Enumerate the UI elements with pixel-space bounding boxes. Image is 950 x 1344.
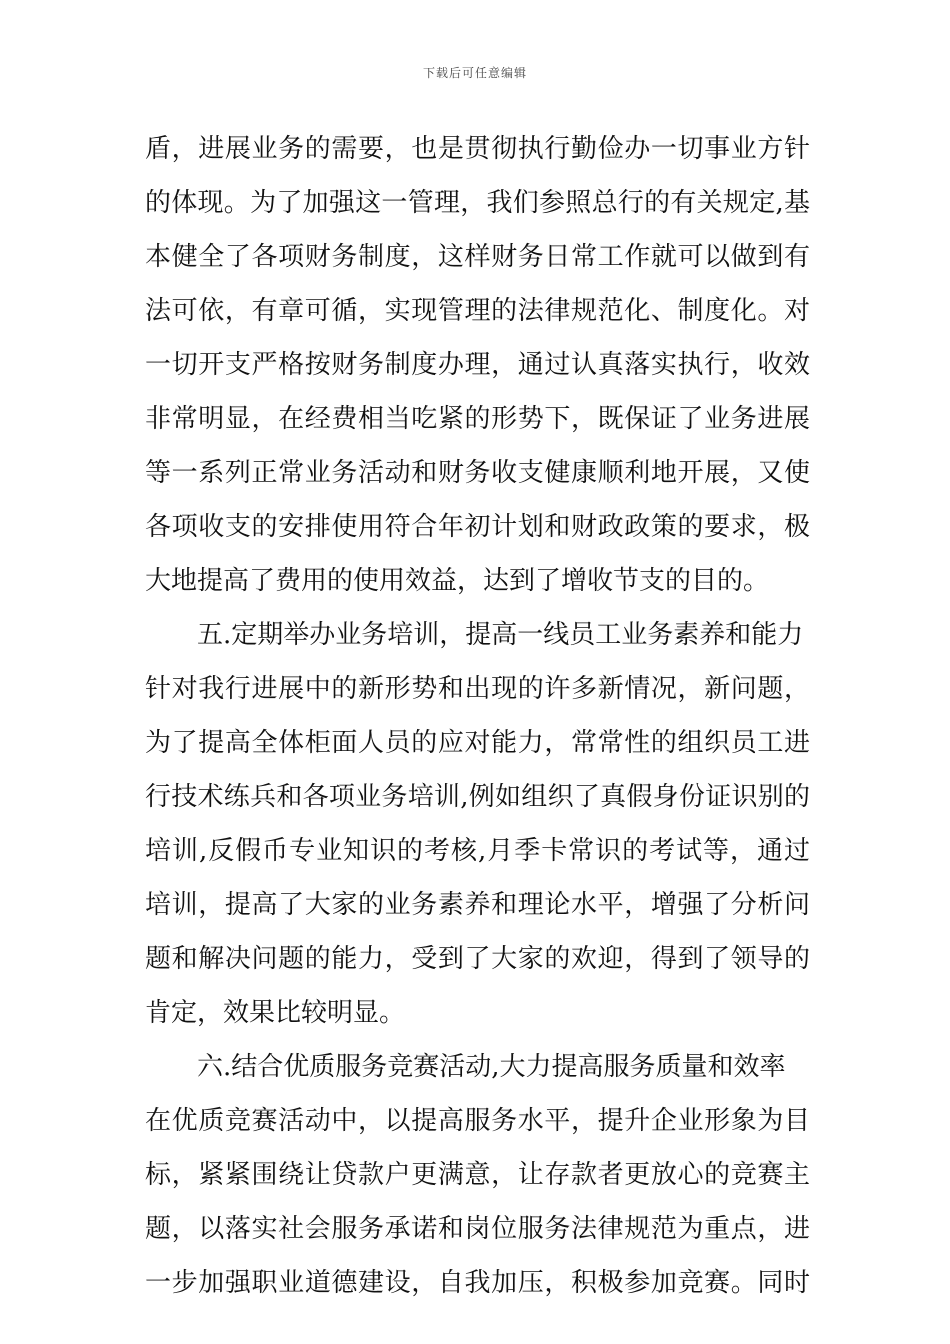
text-line: 等一系列正常业务活动和财务收支健康顺利地开展，又使 — [145, 458, 810, 488]
text-line: 一切开支严格按财务制度办理，通过认真落实执行，收效 — [145, 350, 810, 380]
text-line: 大地提高了费用的使用效益，达到了增收节支的目的。 — [145, 566, 770, 596]
text-line: 标，紧紧围绕让贷款户更满意，让存款者更放心的竞赛主 — [145, 1160, 810, 1190]
text-line: 盾，进展业务的需要，也是贯彻执行勤俭办一切事业方针 — [145, 134, 810, 164]
body-text — [145, 122, 810, 1310]
text-line: 行技术练兵和各项业务培训,例如组织了真假身份证识别的 — [145, 782, 810, 812]
text-line: 本健全了各项财务制度，这样财务日常工作就可以做到有 — [145, 242, 810, 272]
page-header-note: 下载后可任意编辑 — [422, 66, 527, 80]
text-line: 针对我行进展中的新形势和出现的许多新情况，新问题， — [145, 674, 810, 704]
text-line: 肯定，效果比较明显。 — [145, 998, 406, 1028]
text-line: 的体现。为了加强这一管理，我们参照总行的有关规定,基 — [145, 188, 810, 218]
section-heading: 五.定期举办业务培训，提高一线员工业务素养和能力 — [197, 620, 804, 650]
text-line: 题，以落实社会服务承诺和岗位服务法律规范为重点，进 — [145, 1214, 810, 1244]
text-line: 培训,反假币专业知识的考核,月季卡常识的考试等，通过 — [145, 836, 810, 866]
text-line: 为了提高全体柜面人员的应对能力，常常性的组织员工进 — [145, 728, 810, 758]
text-line: 一步加强职业道德建设，自我加压，积极参加竞赛。同时 — [145, 1268, 810, 1298]
text-line: 在优质竞赛活动中，以提高服务水平，提升企业形象为目 — [145, 1106, 810, 1136]
text-line: 培训，提高了大家的业务素养和理论水平，增强了分析问 — [145, 890, 810, 920]
text-line: 题和解决问题的能力，受到了大家的欢迎，得到了领导的 — [145, 944, 810, 974]
text-line: 非常明显，在经费相当吃紧的形势下，既保证了业务进展 — [145, 404, 810, 434]
section-heading: 六.结合优质服务竞赛活动,大力提高服务质量和效率 — [197, 1052, 786, 1082]
text-line: 法可依，有章可循，实现管理的法律规范化、制度化。对 — [145, 296, 810, 326]
text-line: 各项收支的安排使用符合年初计划和财政政策的要求，极 — [145, 512, 810, 542]
